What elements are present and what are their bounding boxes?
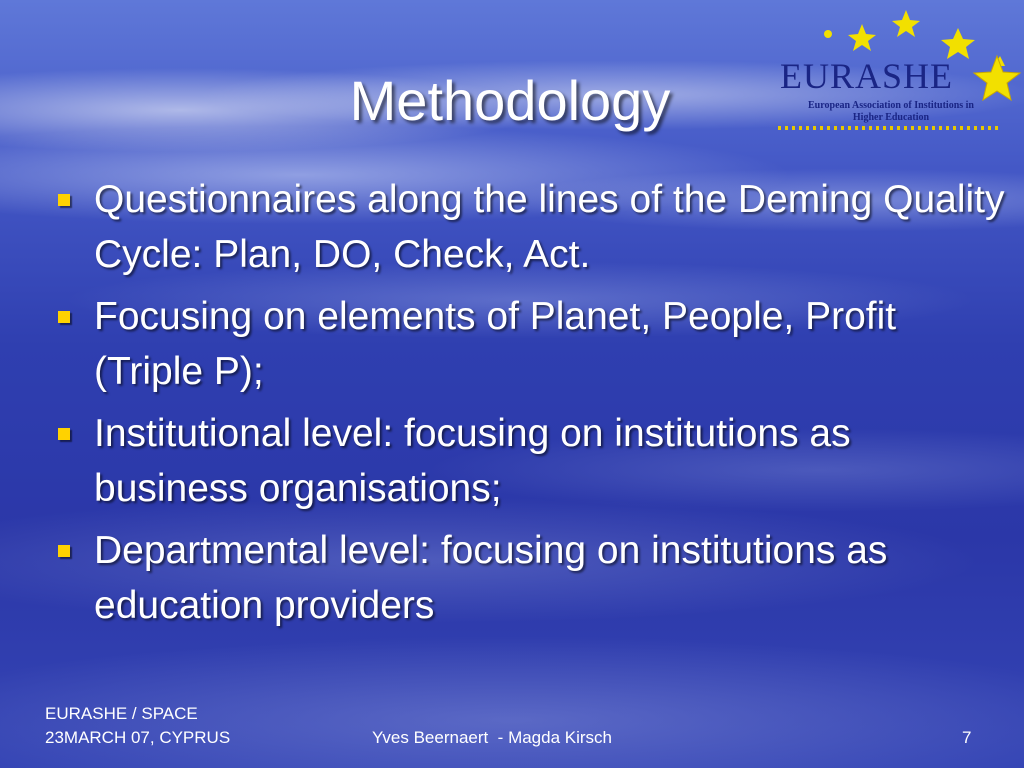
bullet-item [55, 289, 1015, 399]
square-bullet-icon [58, 545, 70, 557]
bullet-text: Departmental level: focusing on institutions as education providers [94, 529, 888, 627]
footer-event-info [45, 702, 230, 750]
footer-authors: Yves Beernaert - Magda Kirsch [372, 728, 613, 747]
logo-subtitle-line2: Higher Education [852, 112, 930, 123]
logo-dotted-line [778, 126, 1000, 130]
bullet-list [55, 172, 1015, 640]
square-bullet-icon [58, 311, 70, 323]
footer-event-line1: EURASHE / SPACE [45, 704, 198, 723]
bullet-text: Questionnaires along the lines of the Deming Quality Cycle: Plan, DO, Check, Act. [94, 178, 1005, 276]
logo-subtitle [778, 100, 1004, 124]
square-bullet-icon [58, 428, 70, 440]
eurashe-logo [772, 6, 1022, 144]
bullet-item [55, 406, 1015, 516]
bullet-item [55, 172, 1015, 282]
logo-subtitle-line1: European Association of Institutions in [808, 100, 974, 111]
slide-title: Methodology [349, 69, 671, 132]
bullet-item [55, 523, 1015, 633]
logo-wordmark: EURASHE [780, 56, 954, 96]
footer-event-line2: 23MARCH 07, CYPRUS [45, 728, 231, 747]
square-bullet-icon [58, 194, 70, 206]
bullet-text: Focusing on elements of Planet, People, Profit (Triple P); [94, 295, 897, 393]
logo-star-icon [972, 54, 1022, 104]
slide-page-number: 7 [962, 728, 972, 747]
bullet-text: Institutional level: focusing on institutions as business organisations; [94, 412, 851, 510]
